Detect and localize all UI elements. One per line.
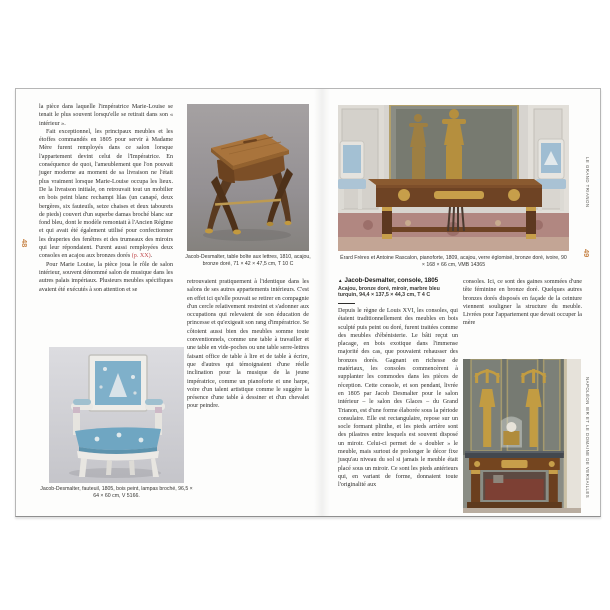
console-photo-illustration	[463, 359, 581, 513]
table-caption: Jacob-Desmalter, table boîte aux lettres, 1810, acajou, bronze doré, 71 × 42 × 47,5 cm, T 10 C	[185, 254, 311, 267]
table-photo-illustration	[187, 104, 309, 251]
page-spread	[15, 88, 601, 517]
right-column-2: consoles. Ici, ce sont des gaines sommées d'une tête féminine en bronze doré. Quelques autres bronzes dorés disposés en façade de la ceinture viennent souligner la structure du meuble. Livrées pour l'appartement que devait occuper la mère	[463, 279, 582, 327]
pianoforte-caption: Érard Frères et Antoine Rascalon, pianoforte, 1809, acajou, verre églomisé, bronze doré, ivoire, 90 × 168 × 66 cm, VMB 14365	[340, 255, 567, 268]
folio-right: 49	[582, 249, 591, 258]
left-column-2: retrouvaient pratiquement à l'identique dans les salons de ses autres appartements intérieurs. C'est en effet ici qu'elle pouvait se retirer en compagnie d'un cercle relativement restreint et s'adonner aux occupations qui relevaient de son éducation de princesse et qu'exigeait son rang d'impératrice. Se côtoient aussi bien des meubles somme toute conventionnels, comme une table à travailler et une table en vide-poches ou une table serre-lettres faisant office de table à lire et de table à écrire, que d'autres qui témoignaient d'une réelle inclination pour la musique de la jeune impératrice, comme un pianoforte et une harpe, voire d'un talent artistique comme le suggère la présence d'une table à dessiner et d'un chevalet pour peindre.	[187, 279, 309, 410]
left-column-1	[39, 103, 173, 294]
running-head-book-title: NAPOLÉON IER ET LE DOMAINE DE VERSAILLES	[585, 377, 590, 499]
fauteuil-caption: Jacob-Desmalter, fauteuil, 1805, bois peint, lampas broché, 96,5 × 64 × 60 cm, V 5166.	[40, 486, 193, 499]
fauteuil-photo-illustration	[49, 347, 184, 483]
console-photo	[463, 359, 581, 513]
console-materials: Acajou, bronze doré, miroir, marbre bleu turquin, 94,4 × 137,5 × 44,3 cm, T 4 C	[338, 285, 440, 299]
pianoforte-photo-illustration	[338, 105, 569, 251]
right-column-1: Depuis le règne de Louis XVI, les consoles, qui étaient traditionnellement des meubles en bois sculpté puis peint ou doré, furent traitées comme des meubles d'ébénisterie. Le bâti reçut un placage, en bois exotique dans l'immense majorité des cas, que pouvaient rehausser des bronzes dorés. Gagnant en richesse de matériaux, les consoles commencèrent à supplanter les commodes dans les pièces de réception. Cette console, et son pendant, livrée en 1805 par Jacob Desmalter pour le salon intérieur – le salon des Glaces – du Grand Trianon, est d'une forme élaborée sous la période consulaire. Elle est rectangulaire, repose sur un socle formant plinthe, et les pieds arrière sont des pilastres entre lesquels est souvent disposé un miroir. Celui-ci permet de « doubler » le meuble, mais surtout de prolonger le décor fixe jusqu'au niveau du sol si jamais le meuble était placé sous un miroir. Ce sont les pieds antérieurs qui, en variant de forme, donnaient toute l'originalité aux	[338, 308, 458, 489]
running-head-chapter: LE GRAND TRIANON	[585, 157, 590, 208]
console-title: ▲ Jacob-Desmalter, console, 1805	[338, 277, 439, 284]
fauteuil-photo	[49, 347, 184, 483]
section-rule	[338, 303, 355, 304]
paragraph-2: Fait exceptionnel, les principaux meubles et les étoffes commandés en 1805 pour servir à Madame Mère furent remployés dans ce salon lorsque l'appartement devint celui de l'Impératrice. En conséquence de quoi, l'ameublement que l'on pouvait juger moderne au moment de sa livraison ne l'était plus vraiment lorsque Marie-Louise occupa les lieux. De la livraison initiale, on retrouvait tout un mobilier en bois peint blanc rechampi lilas (un canapé, deux bergères, six fauteuils, seize chaises et deux tabourets de pieds) couvert d'un superbe damas broché blanc sur fond bleu, dont le modèle remontait à l'Ancien Régime et qui avait été également utilisé pour confectionner les draperies des fenêtres et des trumeaux des miroirs qui leur répondaient. Furent aussi remployées deux consoles en acajou aux bronzes dorés (p. XX).	[39, 128, 173, 260]
entry-marker-icon: ▲	[338, 278, 343, 283]
folio-left: 48	[20, 239, 29, 248]
console-entry-heading	[338, 277, 458, 304]
page-gutter	[314, 89, 330, 516]
table-photo	[187, 104, 309, 251]
pianoforte-photo	[338, 105, 569, 251]
page-cross-reference: (p. XX)	[131, 253, 151, 260]
paragraph-1: la pièce dans laquelle l'impératrice Marie-Louise se tenait le plus souvent lorsqu'elle se retirait dans son « intérieur ».	[39, 104, 173, 127]
paragraph-3: Pour Marie Louise, la pièce joua le rôle de salon intérieur, souvent dénommé salon de musique dans les autres palais impériaux. Plusieurs meubles spécifiques avaient été exécutés à son attention et se	[39, 261, 173, 293]
